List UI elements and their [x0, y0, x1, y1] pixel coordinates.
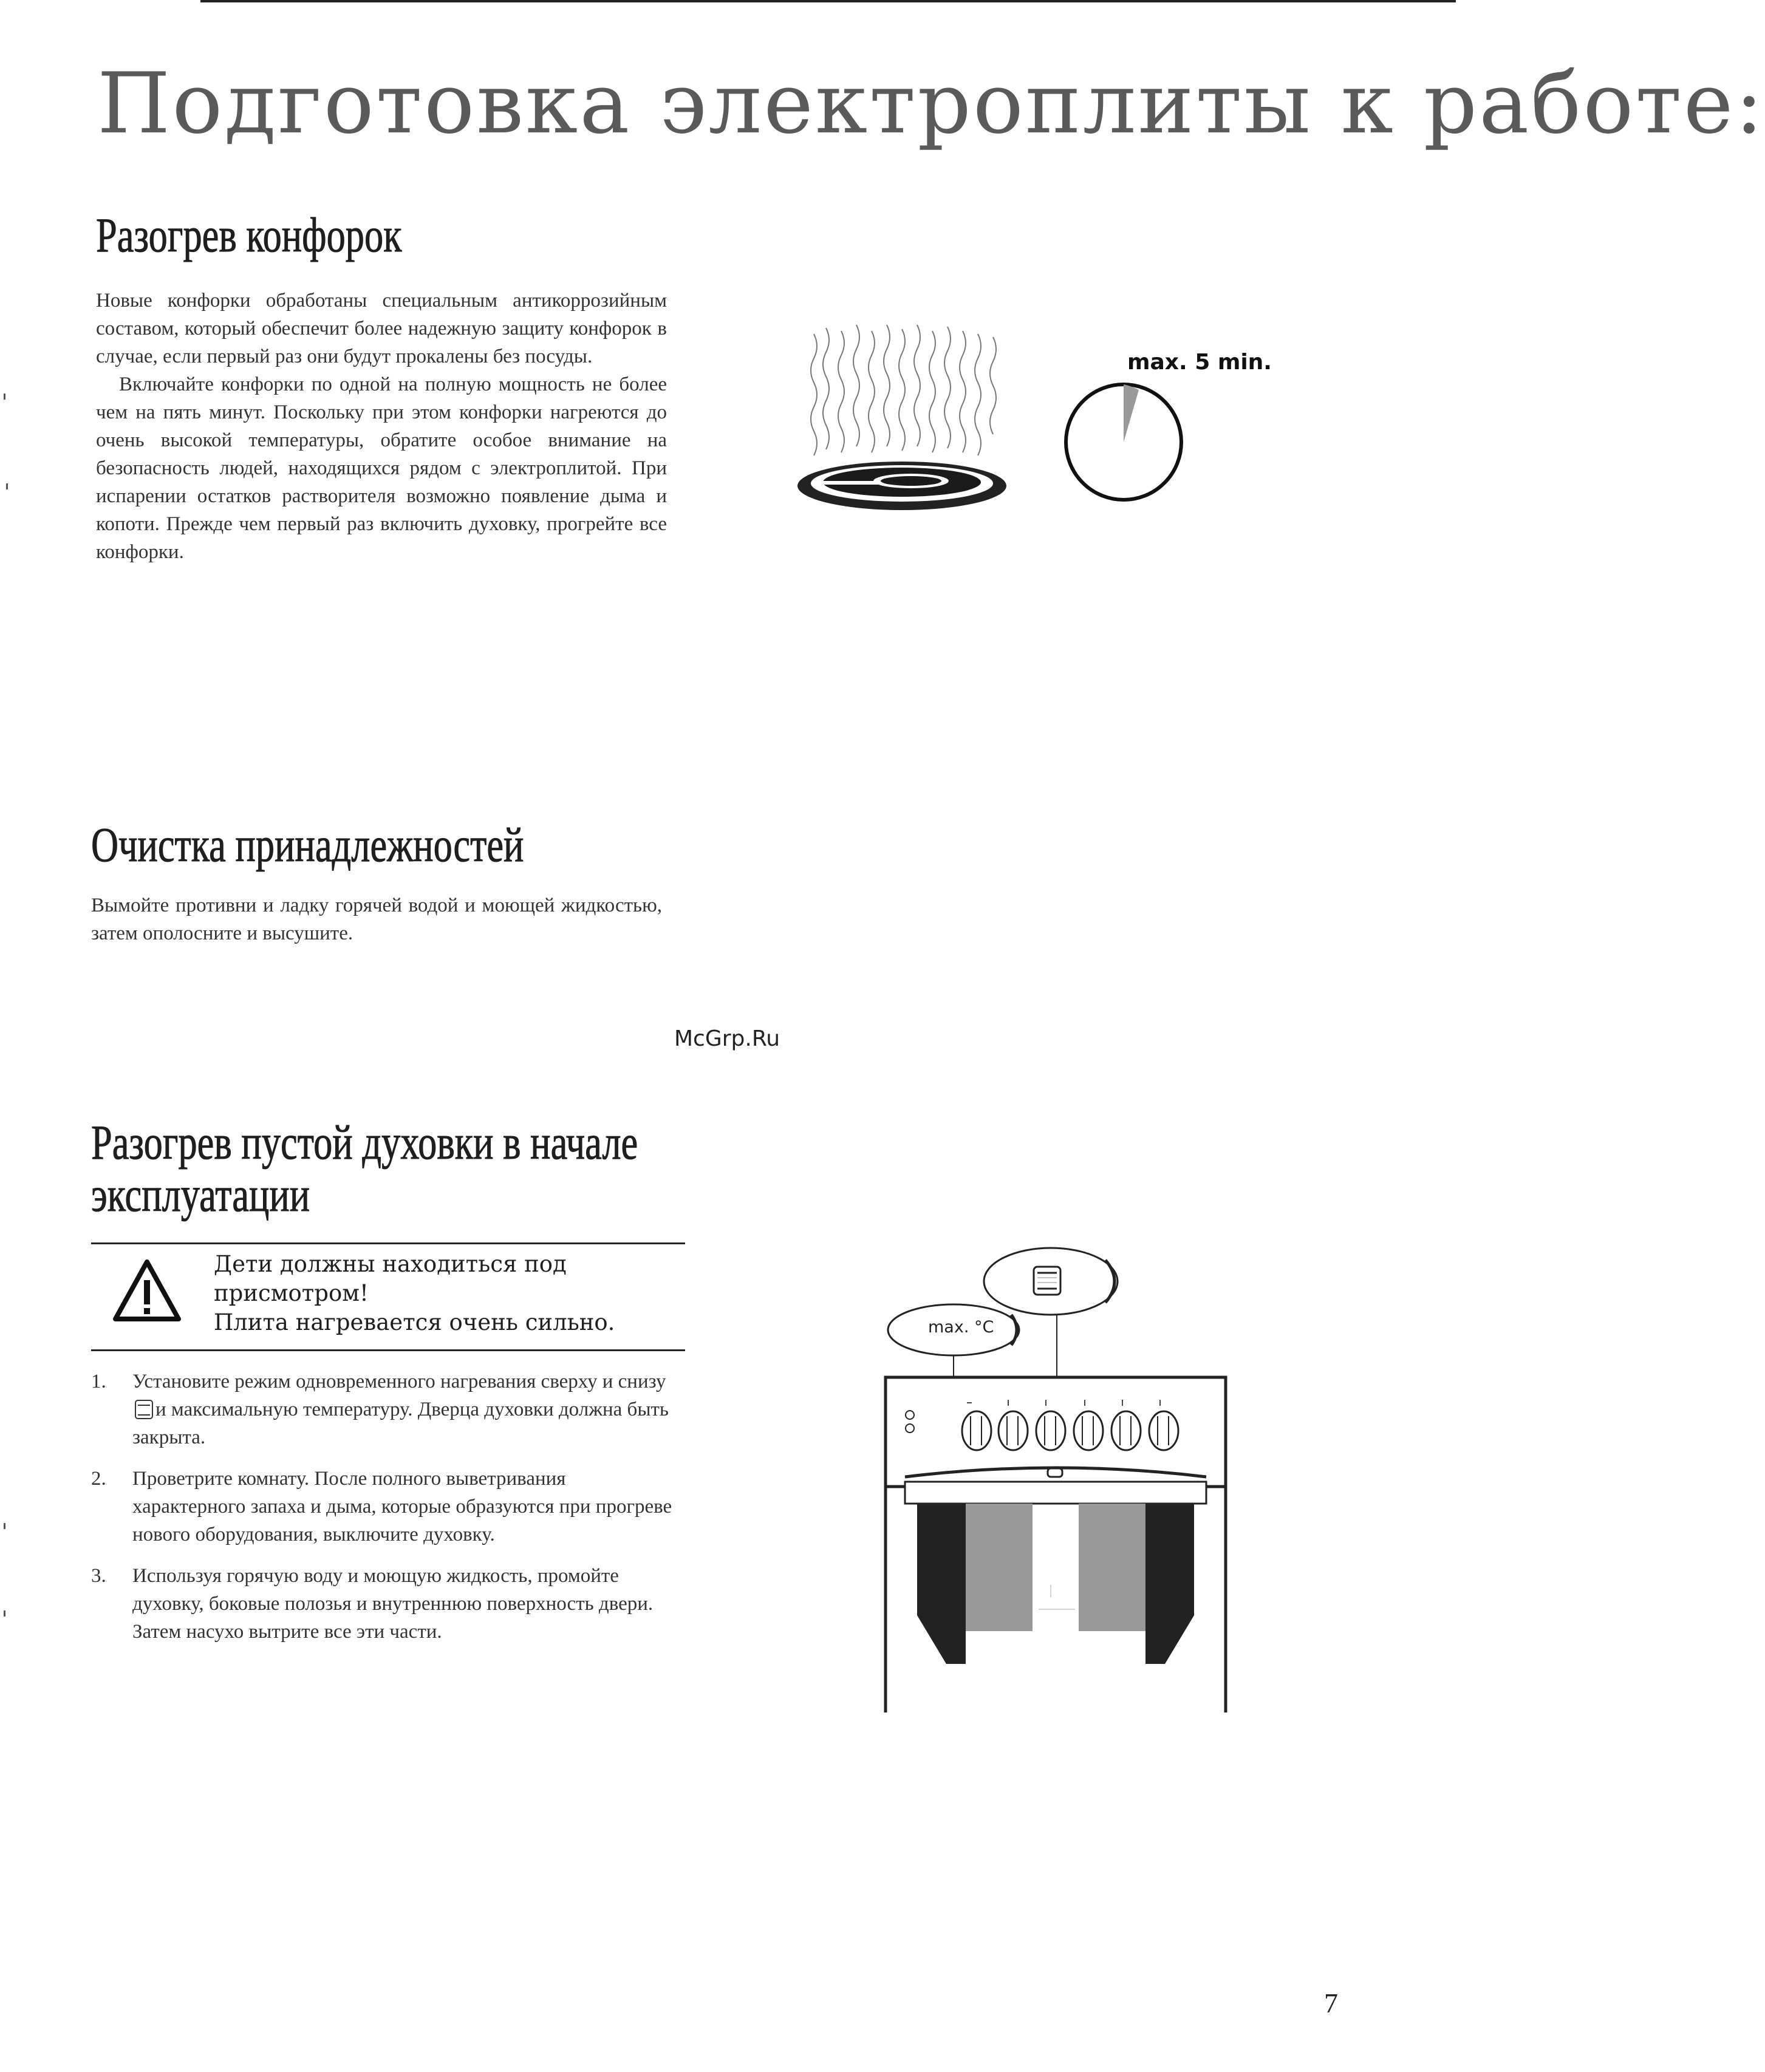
- hotplate-icon: [797, 462, 1006, 510]
- step-1: [91, 1368, 680, 1451]
- margin-mark: [4, 1610, 5, 1617]
- step-text: [132, 1368, 680, 1451]
- hotplate-heating-figure: [790, 322, 1360, 522]
- margin-mark: [4, 394, 5, 400]
- hotplates-paragraph-2: Включайте конфорки по одной на полную мощность не более чем на пять минут. Поскольку при этом конфорки нагреются до очень высокой температуры, обратите особое внимание на безопасность людей, находящихся рядом с электроплитой. При испарении остатков растворителя возможно появление дыма и копоти. Прежде чем первый раз включить духовку, прогрейте все конфорки.: [96, 373, 667, 563]
- oven-figure: [875, 1239, 1263, 1712]
- step-2: [91, 1465, 680, 1549]
- step-text: Проветрите комнату. После полного выветривания характерного запаха и дыма, которые образуются при прогреве нового оборудования, выключите духовку.: [132, 1468, 672, 1545]
- max-temperature-label: max. °C: [928, 1318, 994, 1337]
- heading-hotplates: Разогрев конфорок: [96, 209, 402, 262]
- step-3: [91, 1562, 680, 1646]
- oven-steps-list: [91, 1368, 680, 1659]
- hotplates-paragraph-1: Новые конфорки обработаны специальным антикоррозийным составом, который обеспечит более надежную защиту конфорок в случае, если первый раз они будут прокалены без посуды.: [96, 290, 667, 367]
- step-number: 3.: [91, 1565, 106, 1587]
- page-title: Подготовка электроплиты к работе:: [97, 55, 1765, 152]
- watermark-link[interactable]: McGrp.Ru: [674, 1026, 780, 1051]
- warning-triangle-icon: [111, 1257, 183, 1324]
- hotplates-text: [96, 287, 667, 566]
- top-rule: [200, 0, 1456, 2]
- heading-oven-line1: Разогрев пустой духовки в начале: [91, 1116, 638, 1170]
- warning-line-1: Дети должны находиться под: [214, 1251, 567, 1277]
- heat-waves-icon: [811, 325, 996, 455]
- top-bottom-heat-icon: [135, 1400, 153, 1419]
- warning-line-3: Плита нагревается очень сильно.: [214, 1309, 615, 1335]
- step-number: 2.: [91, 1468, 106, 1490]
- page-number: 7: [1324, 1988, 1338, 2019]
- top-bottom-heat-callout-icon: [984, 1248, 1118, 1315]
- step-text-part: и максимальную температуру. Дверца духовки должна быть закрыта.: [132, 1399, 669, 1448]
- warning-rule-bottom: [91, 1349, 685, 1351]
- margin-mark: [4, 1523, 5, 1529]
- warning-line-2: присмотром!: [214, 1280, 369, 1306]
- margin-mark: [6, 483, 8, 489]
- step-text: Используя горячую воду и моющую жидкость, промойте духовку, боковые полозья и внутреннюю поверхность двери. Затем насухо вытрите все эти части.: [132, 1565, 654, 1643]
- heading-accessories: Очистка принадлежностей: [91, 819, 524, 872]
- max-5-min-label: max. 5 min.: [1127, 350, 1272, 375]
- timer-clock-icon: [1066, 384, 1181, 500]
- step-number: 1.: [91, 1371, 106, 1392]
- warning-text: [214, 1250, 675, 1337]
- oven-body: [886, 1377, 1226, 1712]
- accessories-text: [91, 891, 662, 947]
- accessories-paragraph: Вымойте противни и ладку горячей водой и моющей жидкостью, затем ополосните и высушите.: [91, 895, 662, 944]
- heading-oven-line2: эксплуатации: [91, 1168, 310, 1222]
- step-text-part: Установите режим одновременного нагревания сверху и снизу: [132, 1371, 666, 1392]
- warning-rule-top: [91, 1242, 685, 1244]
